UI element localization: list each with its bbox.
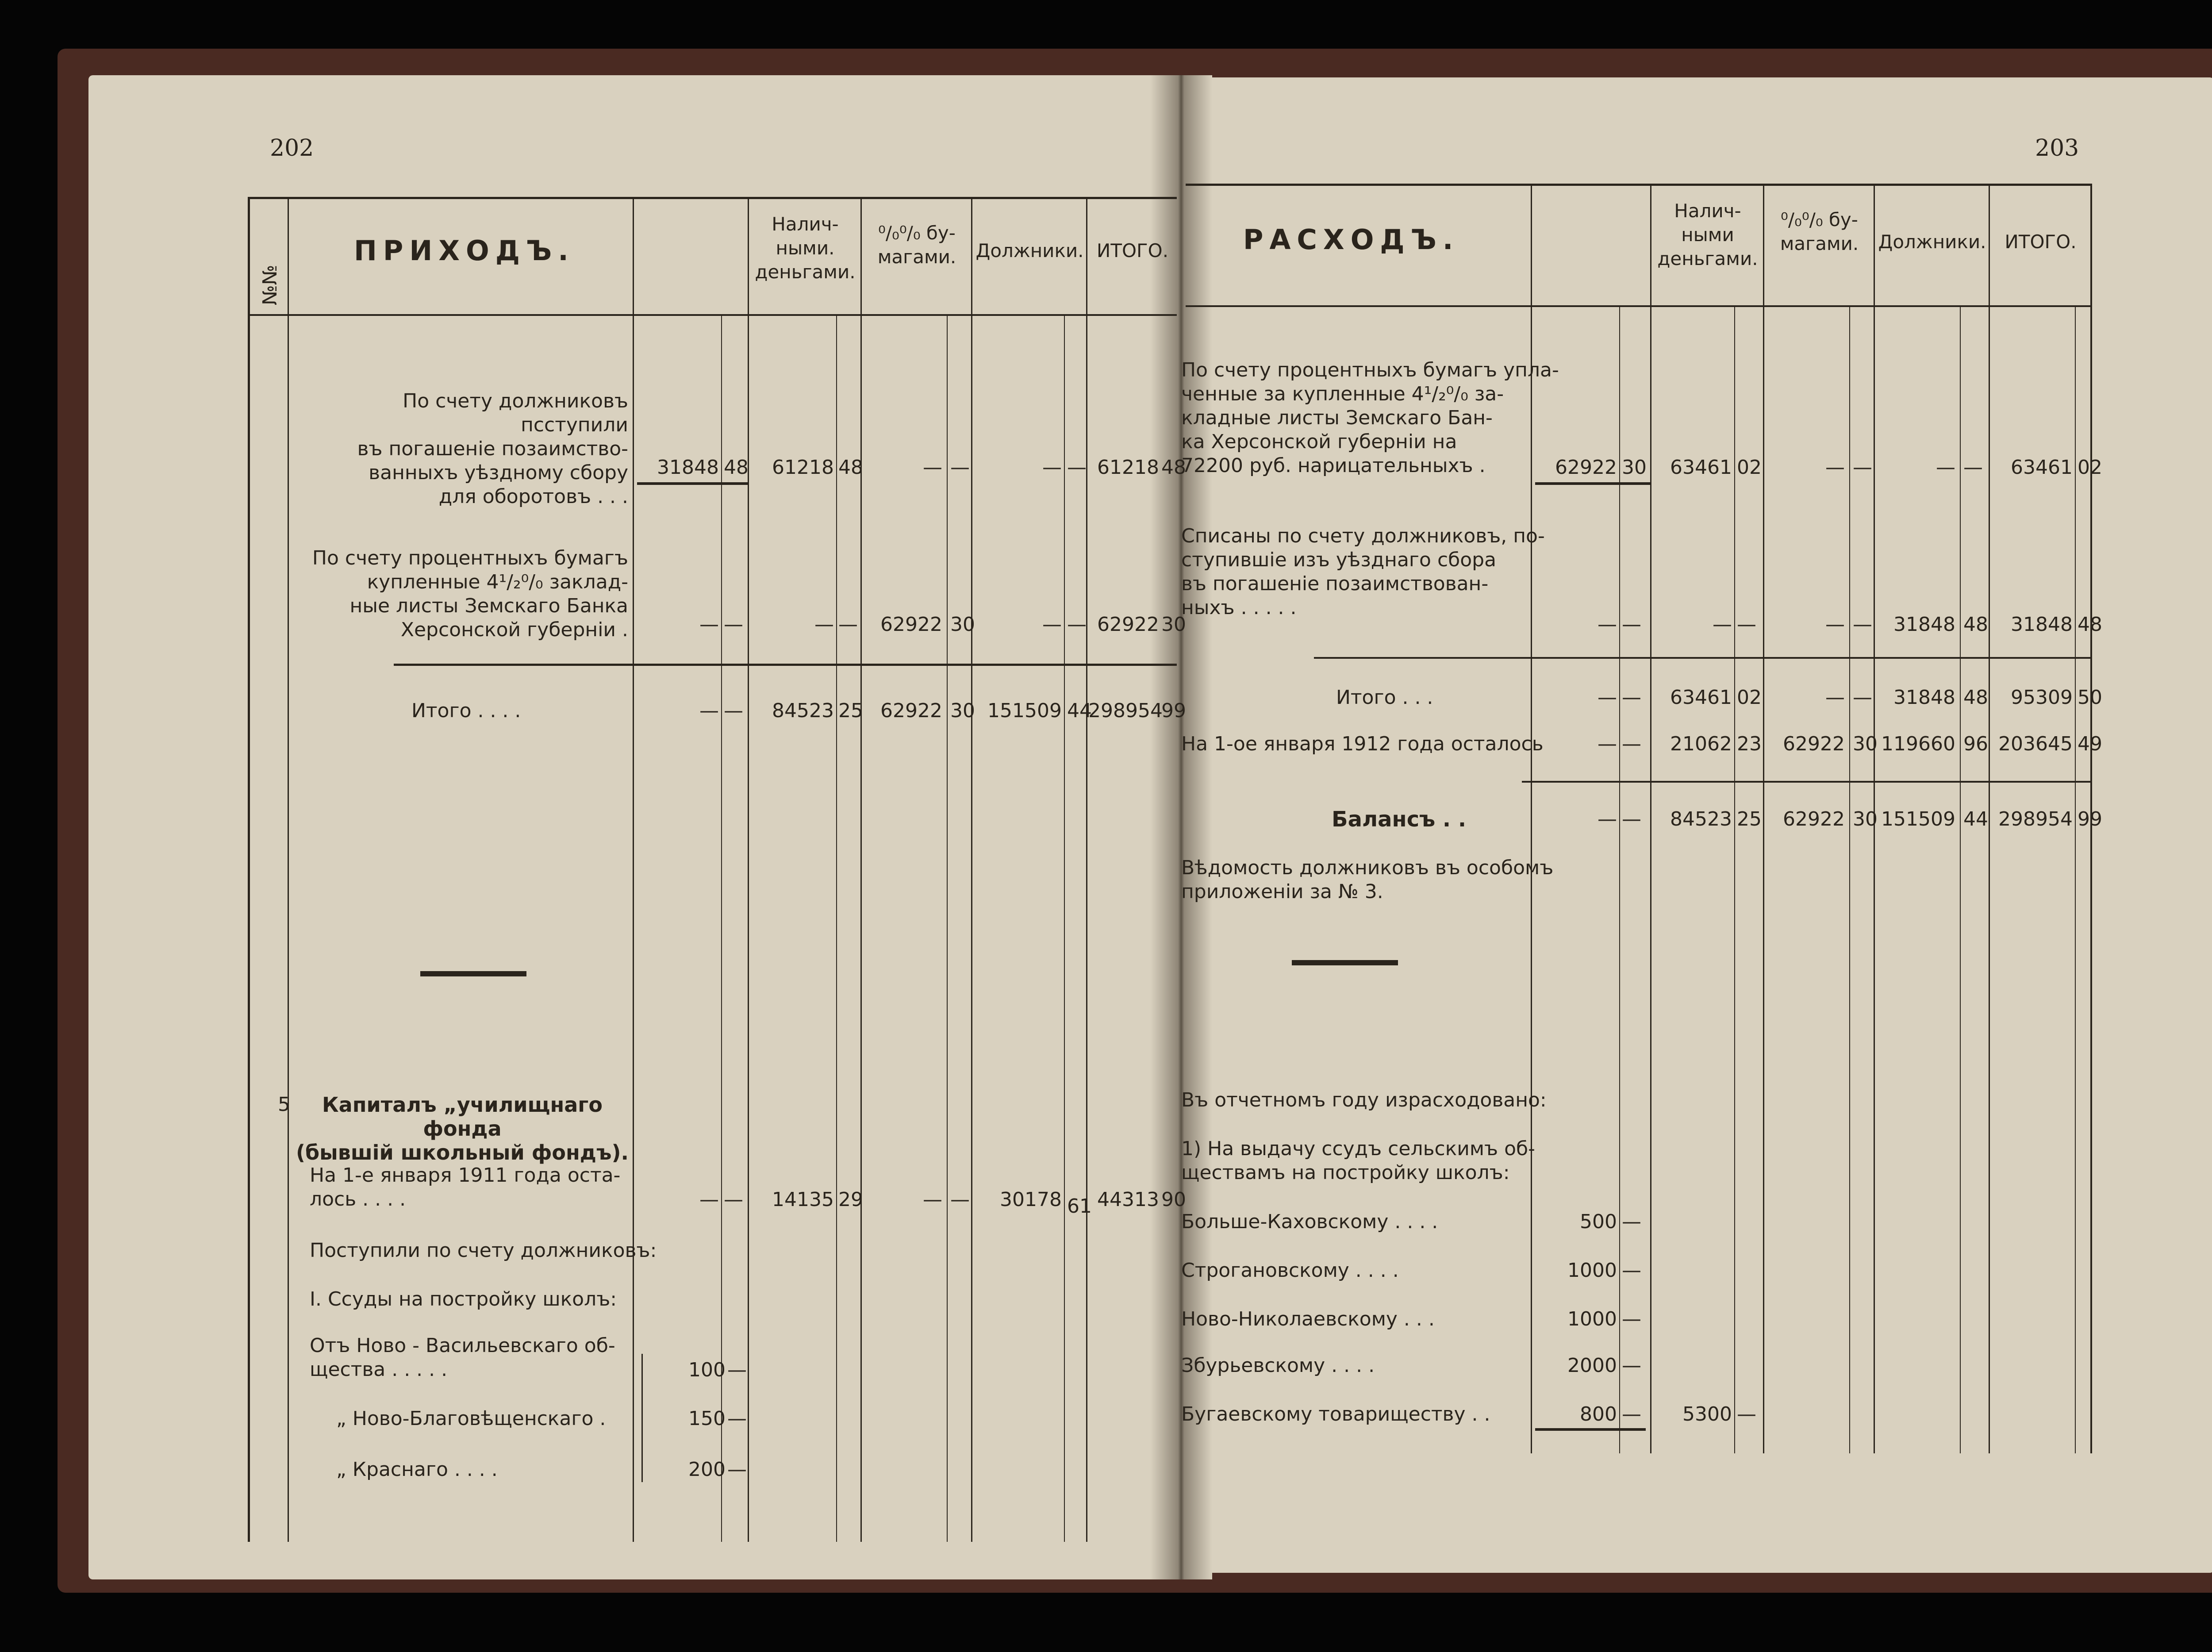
section-item2-label: „ Ново-Благовѣщенскаго . [336, 1407, 606, 1430]
right-row1-c1b: 30 [1622, 456, 1647, 479]
right-row1-c2: 63461 [1670, 456, 1732, 479]
right-col-sec-sep [1849, 305, 1850, 1453]
spent-row3-cents: — [1622, 1308, 1641, 1330]
spent-row5-value: 800 [1580, 1403, 1617, 1425]
left-total-rule [394, 664, 1177, 666]
right-row2-c4: 31848 [1893, 613, 1955, 636]
left-total-c3b: 30 [950, 699, 975, 722]
right-remaining-c3: 62922 [1783, 733, 1845, 755]
right-balance-c5b: 99 [2078, 808, 2102, 830]
spent-row2-cents: — [1622, 1259, 1641, 1282]
spent-row2-label: Строгановскому . . . . [1181, 1259, 1399, 1282]
section-start-c2b: 29 [838, 1188, 863, 1211]
right-row1-c5b: 02 [2078, 456, 2102, 479]
right-header-cash: Налич- ными деньгами. [1657, 200, 1758, 269]
left-row1-c3b: — [950, 456, 970, 479]
right-balance-rule [1522, 781, 2090, 783]
section-item3-cents: — [727, 1458, 747, 1481]
left-row1-c5b: 48 [1161, 456, 1186, 479]
spent-total: 5300 [1682, 1403, 1732, 1425]
section-title: Капиталъ „училищнаго фонда (бывшій школьный фондъ). [296, 1093, 629, 1164]
right-total-c3b: — [1853, 686, 1872, 709]
right-col-a-sep [1619, 305, 1620, 1453]
left-total-c2: 84523 [772, 699, 834, 722]
right-row2-c2: — [1713, 613, 1732, 636]
right-row2-c3b: — [1853, 613, 1872, 636]
section-item3-value: 200 [688, 1458, 726, 1481]
left-separator [420, 971, 526, 976]
right-page-title: РАСХОДЪ. [1243, 223, 1459, 256]
right-row1-c2b: 02 [1737, 456, 1762, 479]
right-col-cash-sep [1734, 305, 1735, 1453]
right-balance-c5: 298954 [1998, 808, 2073, 830]
left-page-title: ПРИХОДЪ. [354, 234, 575, 267]
right-remaining-c4: 119660 [1881, 733, 1955, 755]
left-row2-c4b: — [1067, 613, 1087, 636]
right-total-c1b: — [1622, 686, 1641, 709]
right-total-c3: — [1825, 686, 1845, 709]
left-header-bottom [248, 314, 1177, 316]
left-col-debt [971, 197, 972, 1542]
section-start-c3b: — [950, 1188, 970, 1211]
right-separator [1292, 960, 1398, 965]
spent-row4-value: 2000 [1567, 1354, 1617, 1377]
right-spent-title: Въ отчетномъ году израсходовано: [1181, 1089, 1547, 1111]
right-col-cash [1650, 184, 1651, 1453]
left-row2-text: По счету процентныхъ бумагъ купленные 4¹/₂⁰/₀ заклад- ные листы Земскаго Банка Херсонской губерніи . [312, 547, 628, 641]
left-row2-c3b: 30 [950, 613, 975, 636]
section-item2-value: 150 [688, 1407, 726, 1430]
left-col-no [288, 197, 289, 1542]
left-row1-c1b: 48 [724, 456, 749, 479]
right-row1-underline [1535, 482, 1650, 485]
left-row2-c5b: 30 [1161, 613, 1186, 636]
left-total-c1: — [699, 699, 719, 722]
left-row2-c2: — [814, 613, 834, 636]
spent-underline [1535, 1428, 1646, 1431]
section-item1-label: Отъ Ново - Васильевскаго об- щества . . . . . [310, 1334, 615, 1381]
right-balance-c2b: 25 [1737, 808, 1762, 830]
spent-row5-label: Бугаевскому товариществу . . [1181, 1403, 1490, 1425]
section-item3-label: „ Краснаго . . . . [336, 1458, 498, 1481]
right-header-bottom [1186, 305, 2090, 307]
section-start-c5b: 90 [1161, 1188, 1186, 1211]
right-row1-c3: — [1825, 456, 1845, 479]
right-total-rule [1314, 657, 2090, 659]
section-start-c4: 30178 [1000, 1188, 1062, 1211]
left-col-sec [860, 197, 862, 1542]
right-table-top [1186, 184, 2090, 186]
right-header-securities: ⁰/₀⁰/₀ бу- магами. [1780, 209, 1859, 254]
header-debtors: Должники. [975, 240, 1084, 261]
left-row2-c1: — [699, 613, 719, 636]
section-items-col [641, 1354, 643, 1482]
right-remaining-c1b: — [1622, 733, 1641, 755]
right-total-label: Итого . . . [1336, 686, 1433, 709]
right-total-c2: 63461 [1670, 686, 1732, 709]
right-remaining-c5: 203645 [1998, 733, 2073, 755]
right-row1-c3b: — [1853, 456, 1872, 479]
right-row2-c3: — [1825, 613, 1845, 636]
left-row1-c2b: 48 [838, 456, 863, 479]
left-total-c4b: 44 [1067, 699, 1092, 722]
right-row2-text: Списаны по счету должниковъ, по- ступившіе изъ уѣзднаго сбора въ погашеніе позаимствован- ныхъ . . . . . [1181, 525, 1545, 619]
section-item1-value: 100 [688, 1359, 726, 1381]
left-table-border [248, 197, 250, 1542]
section-start-c5: 44313 [1097, 1188, 1159, 1211]
right-balance-c3: 62922 [1783, 808, 1845, 830]
spent-row4-cents: — [1622, 1354, 1641, 1377]
left-row1-c4: — [1042, 456, 1062, 479]
right-balance-c4b: 44 [1963, 808, 1988, 830]
right-row1-c1: 62922 [1555, 456, 1617, 479]
header-total: ИТОГО. [1096, 240, 1169, 261]
right-spent-item: 1) На выдачу ссудъ сельскимъ об- ществамъ на постройку школъ: [1181, 1137, 1536, 1184]
right-col-sec [1763, 184, 1764, 1453]
left-total-c5b: 99 [1161, 699, 1186, 722]
left-row1-c5: 61218 [1097, 456, 1159, 479]
right-total-c4: 31848 [1893, 686, 1955, 709]
right-row1-c4: — [1936, 456, 1955, 479]
right-remaining-label: На 1-ое января 1912 года осталось [1181, 733, 1544, 755]
header-cash: Налич- ными. деньгами. [755, 213, 856, 283]
left-total-label: Итого . . . . [411, 699, 521, 722]
left-total-c5: 298954 [1088, 699, 1163, 722]
right-row2-c4b: 48 [1963, 613, 1988, 636]
right-row1-c4b: — [1963, 456, 1983, 479]
left-table-top [248, 197, 1177, 199]
left-row2-c4: — [1042, 613, 1062, 636]
section-loans: I. Ссуды на постройку школъ: [310, 1288, 617, 1310]
right-row1-text: По счету процентныхъ бумагъ упла- ченные за купленные 4¹/₂⁰/₀ за- кладные листы Земскаго Бан- ка Херсонской губерніи на 72200 руб. нарицательныхъ . [1181, 359, 1559, 477]
right-remaining-c2: 21062 [1670, 733, 1732, 755]
right-balance-c3b: 30 [1853, 808, 1878, 830]
spent-total-b: — [1737, 1403, 1756, 1425]
section-number: 5 [278, 1093, 290, 1116]
left-total-c2b: 25 [838, 699, 863, 722]
left-row1-c3: — [923, 456, 942, 479]
left-col-debt-sep [1064, 314, 1065, 1542]
right-remaining-c5b: 49 [2078, 733, 2102, 755]
section-start-c3: — [923, 1188, 942, 1211]
left-row1-underline [637, 482, 748, 485]
header-number: №№ [259, 265, 281, 305]
spent-row2-value: 1000 [1567, 1259, 1617, 1282]
left-row2-c1b: — [724, 613, 743, 636]
spent-row3-label: Ново-Николаевскому . . . [1181, 1308, 1435, 1330]
section-start-c1b: — [724, 1188, 743, 1211]
right-total-c5b: 50 [2078, 686, 2102, 709]
right-remaining-c2b: 23 [1737, 733, 1762, 755]
header-securities: ⁰/₀⁰/₀ бу- магами. [877, 222, 956, 268]
left-col-total [1086, 197, 1087, 1542]
right-total-c4b: 48 [1963, 686, 1988, 709]
spent-row4-label: Збурьевскому . . . . [1181, 1354, 1375, 1377]
left-row1-c4b: — [1067, 456, 1087, 479]
spent-row3-value: 1000 [1567, 1308, 1617, 1330]
right-row2-c5: 31848 [2011, 613, 2073, 636]
right-col-total-sep [2075, 305, 2076, 1453]
right-total-c1: — [1598, 686, 1617, 709]
right-header-debtors: Должники. [1878, 231, 1986, 253]
right-balance-c4: 151509 [1881, 808, 1955, 830]
left-total-c4: 151509 [987, 699, 1062, 722]
section-start-c1: — [699, 1188, 719, 1211]
right-remaining-c4b: 96 [1963, 733, 1988, 755]
right-debtors-note: Вѣдомость должниковъ въ особомъ приложеніи за № 3. [1181, 857, 1554, 903]
left-col-a-sep [721, 314, 722, 1542]
left-total-c3: 62922 [880, 699, 942, 722]
left-row1-text: По счету должниковъ псступили въ погашеніе позаимство- ванныхъ уѣздному сбору для оборотовъ . . . [357, 390, 628, 508]
section-item2-cents: — [727, 1407, 747, 1430]
left-row2-c5: 62922 [1097, 613, 1159, 636]
page-number-right: 203 [2035, 135, 2079, 161]
right-row2-c5b: 48 [2078, 613, 2102, 636]
right-balance-c1b: — [1622, 808, 1641, 830]
section-start-text: На 1-е января 1911 года оста- лось . . . . [310, 1164, 621, 1210]
spent-row1-value: 500 [1580, 1210, 1617, 1233]
right-balance-c2: 84523 [1670, 808, 1732, 830]
right-col-debt-sep [1960, 305, 1961, 1453]
left-row1-c1: 31848 [657, 456, 719, 479]
section-item1-cents: — [727, 1359, 747, 1381]
section-start-c4b: 61 [1067, 1195, 1092, 1218]
left-row1-c2: 61218 [772, 456, 834, 479]
right-header-total: ИТОГО. [2005, 231, 2077, 253]
right-row2-c1b: — [1622, 613, 1641, 636]
left-col-cash [748, 197, 749, 1542]
right-balance-label: Балансъ . . [1332, 807, 1467, 832]
right-row2-c1: — [1598, 613, 1617, 636]
left-col-sec-sep [947, 314, 948, 1542]
right-row2-c2b: — [1737, 613, 1756, 636]
section-start-c2: 14135 [772, 1188, 834, 1211]
right-row1-c5: 63461 [2011, 456, 2073, 479]
left-total-c1b: — [724, 699, 743, 722]
section-received: Поступили по счету должниковъ: [310, 1239, 657, 1262]
right-remaining-c3b: 30 [1853, 733, 1878, 755]
spent-row1-cents: — [1622, 1210, 1641, 1233]
right-remaining-c1: — [1598, 733, 1617, 755]
spent-row5-cents: — [1622, 1403, 1641, 1425]
spent-row1-label: Больше-Каховскому . . . . [1181, 1210, 1438, 1233]
page-number-left: 202 [270, 135, 314, 161]
right-col-total [1989, 184, 1990, 1453]
left-col-a [633, 197, 634, 1542]
left-row2-c2b: — [838, 613, 858, 636]
right-balance-c1: — [1598, 808, 1617, 830]
left-col-cash-sep [836, 314, 837, 1542]
right-total-c5: 95309 [2011, 686, 2073, 709]
right-total-c2b: 02 [1737, 686, 1762, 709]
left-row2-c3: 62922 [880, 613, 942, 636]
